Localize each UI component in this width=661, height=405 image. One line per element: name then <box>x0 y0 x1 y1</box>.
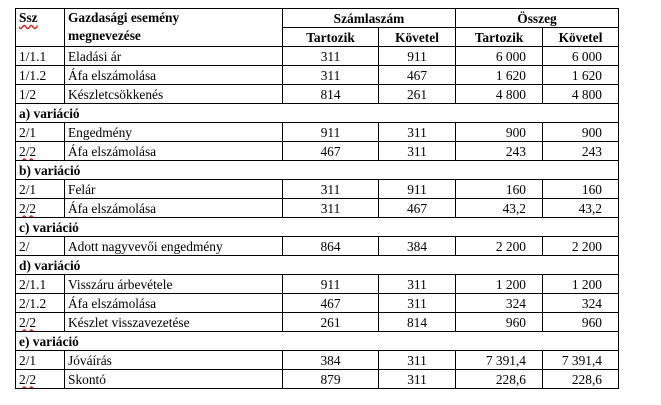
event-description: Áfa elszámolása <box>65 66 283 85</box>
amount-credit: 228,6 <box>543 370 619 389</box>
account-debit: 311 <box>283 47 379 66</box>
table-row <box>16 142 619 161</box>
event-description: Áfa elszámolása <box>65 294 283 313</box>
entry-number-text: 2/2 <box>19 143 37 159</box>
header-account-credit: Követel <box>379 28 456 47</box>
amount-credit: 960 <box>543 313 619 332</box>
amount-credit: 7 391,4 <box>543 351 619 370</box>
table-header <box>16 9 619 47</box>
header-account-number: Számlaszám <box>283 9 456 28</box>
header-amount-debit: Tartozik <box>456 28 543 47</box>
event-description: Felár <box>65 180 283 199</box>
account-credit: 311 <box>379 123 456 142</box>
entry-number: 2/1 <box>16 123 65 142</box>
table-row <box>16 85 619 104</box>
entry-number: 2/1.1 <box>16 275 65 294</box>
variant-row <box>16 256 619 275</box>
account-debit: 311 <box>283 199 379 218</box>
amount-credit: 1 200 <box>543 275 619 294</box>
account-credit: 311 <box>379 370 456 389</box>
accounting-entries-table <box>15 8 619 389</box>
event-description: Jóváírás <box>65 351 283 370</box>
table-row <box>16 47 619 66</box>
amount-debit: 6 000 <box>456 47 543 66</box>
entry-number <box>16 313 65 332</box>
amount-debit: 43,2 <box>456 199 543 218</box>
entry-number <box>16 142 65 161</box>
account-debit: 311 <box>283 66 379 85</box>
event-description: Készlet visszavezetése <box>65 313 283 332</box>
account-credit: 384 <box>379 237 456 256</box>
account-credit: 261 <box>379 85 456 104</box>
amount-credit: 900 <box>543 123 619 142</box>
event-description: Eladási ár <box>65 47 283 66</box>
account-credit: 311 <box>379 351 456 370</box>
account-credit: 911 <box>379 47 456 66</box>
header-account-debit: Tartozik <box>283 28 379 47</box>
table-row <box>16 66 619 85</box>
entry-number-text: 2/2 <box>19 314 37 330</box>
account-credit: 311 <box>379 142 456 161</box>
table-row <box>16 294 619 313</box>
amount-debit: 243 <box>456 142 543 161</box>
event-description: Áfa elszámolása <box>65 199 283 218</box>
variant-row <box>16 161 619 180</box>
amount-debit: 7 391,4 <box>456 351 543 370</box>
amount-debit: 228,6 <box>456 370 543 389</box>
header-ssz-label: Ssz <box>19 10 38 25</box>
account-credit: 311 <box>379 275 456 294</box>
entry-number: 1/1.1 <box>16 47 65 66</box>
header-amount: Összeg <box>456 9 619 28</box>
entry-number-text: 2/2 <box>19 200 37 216</box>
table-row <box>16 313 619 332</box>
amount-debit: 2 200 <box>456 237 543 256</box>
entry-number: 2/1 <box>16 180 65 199</box>
ledger-table-container <box>15 8 619 389</box>
account-credit: 814 <box>379 313 456 332</box>
variant-label: a) variáció <box>16 104 619 123</box>
variant-row <box>16 218 619 237</box>
table-row <box>16 370 619 389</box>
variant-label: e) variáció <box>16 332 619 351</box>
entry-number-text: 2/2 <box>19 371 37 387</box>
variant-label: b) variáció <box>16 161 619 180</box>
amount-credit: 324 <box>543 294 619 313</box>
table-row <box>16 351 619 370</box>
event-description: Visszáru árbevétele <box>65 275 283 294</box>
amount-debit: 1 200 <box>456 275 543 294</box>
event-description: Engedmény <box>65 123 283 142</box>
variant-label: d) variáció <box>16 256 619 275</box>
account-debit: 261 <box>283 313 379 332</box>
table-row <box>16 180 619 199</box>
header-ssz <box>16 9 65 47</box>
entry-number: 2/1.2 <box>16 294 65 313</box>
account-debit: 879 <box>283 370 379 389</box>
account-credit: 911 <box>379 180 456 199</box>
amount-debit: 1 620 <box>456 66 543 85</box>
account-credit: 311 <box>379 294 456 313</box>
account-debit: 814 <box>283 85 379 104</box>
amount-credit: 243 <box>543 142 619 161</box>
table-row <box>16 237 619 256</box>
entry-number: 1/1.2 <box>16 66 65 85</box>
entry-number: 1/2 <box>16 85 65 104</box>
amount-debit: 4 800 <box>456 85 543 104</box>
amount-credit: 4 800 <box>543 85 619 104</box>
account-credit: 467 <box>379 66 456 85</box>
header-description <box>65 9 283 47</box>
account-debit: 384 <box>283 351 379 370</box>
event-description: Áfa elszámolása <box>65 142 283 161</box>
amount-debit: 900 <box>456 123 543 142</box>
account-debit: 467 <box>283 294 379 313</box>
amount-debit: 160 <box>456 180 543 199</box>
event-description: Készletcsökkenés <box>65 85 283 104</box>
event-description: Adott nagyvevői engedmény <box>65 237 283 256</box>
amount-debit: 324 <box>456 294 543 313</box>
account-debit: 467 <box>283 142 379 161</box>
account-debit: 911 <box>283 275 379 294</box>
event-description: Skontó <box>65 370 283 389</box>
account-credit: 467 <box>379 199 456 218</box>
amount-credit: 160 <box>543 180 619 199</box>
entry-number <box>16 370 65 389</box>
amount-credit: 1 620 <box>543 66 619 85</box>
amount-debit: 960 <box>456 313 543 332</box>
amount-credit: 43,2 <box>543 199 619 218</box>
table-row <box>16 275 619 294</box>
entry-number: 2/1 <box>16 351 65 370</box>
header-amount-credit: Követel <box>543 28 619 47</box>
table-row <box>16 123 619 142</box>
account-debit: 864 <box>283 237 379 256</box>
amount-credit: 2 200 <box>543 237 619 256</box>
header-description-line1: Gazdasági esemény <box>68 10 180 25</box>
entry-number <box>16 199 65 218</box>
table-row <box>16 199 619 218</box>
account-debit: 911 <box>283 123 379 142</box>
account-debit: 311 <box>283 180 379 199</box>
variant-row <box>16 104 619 123</box>
variant-label: c) variáció <box>16 218 619 237</box>
variant-row <box>16 332 619 351</box>
amount-credit: 6 000 <box>543 47 619 66</box>
entry-number: 2/ <box>16 237 65 256</box>
header-description-line2: megnevezése <box>68 28 141 43</box>
table-body <box>16 47 619 389</box>
